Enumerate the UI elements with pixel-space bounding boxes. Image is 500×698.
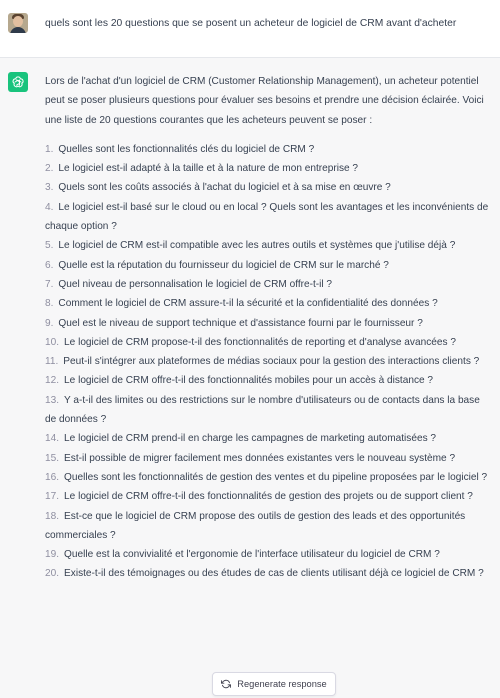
question-list-item (45, 429, 490, 448)
question-text: Le logiciel de CRM prend-il en charge les campagnes de marketing automatisées ? (64, 433, 437, 445)
question-number: 9. (45, 317, 54, 329)
question-text: Le logiciel de CRM propose-t-il des fonctionnalités de reporting et d'analyse avancées ? (64, 336, 456, 348)
question-list-item (45, 198, 490, 237)
question-text: Quelles sont les fonctionnalités clés du logiciel de CRM ? (58, 143, 315, 155)
question-number: 2. (45, 163, 54, 175)
question-text: Le logiciel de CRM offre-t-il des fonctionnalités mobiles pour un accès à distance ? (64, 375, 434, 387)
question-number: 20. (45, 568, 60, 580)
regenerate-response-button[interactable] (212, 672, 336, 696)
user-avatar (8, 13, 28, 33)
question-list-item (45, 314, 490, 333)
question-list-item (45, 468, 490, 487)
question-number: 6. (45, 259, 54, 271)
question-text: Le logiciel de CRM est-il compatible avec les autres outils et systèmes que j'utilise déjà ? (58, 240, 456, 252)
question-number: 17. (45, 491, 60, 503)
question-list-item (45, 256, 490, 275)
question-list-item (45, 159, 490, 178)
question-text: Le logiciel est-il adapté à la taille et à la nature de mon entreprise ? (58, 163, 359, 175)
question-list-item (45, 487, 490, 506)
refresh-icon (221, 679, 231, 689)
openai-logo-icon (8, 72, 28, 92)
question-number: 1. (45, 143, 54, 155)
question-number: 7. (45, 278, 54, 290)
question-number: 14. (45, 433, 60, 445)
question-text: Quels sont les coûts associés à l'achat du logiciel et à sa mise en œuvre ? (58, 182, 391, 194)
question-number: 13. (45, 394, 60, 406)
question-list-item (45, 545, 490, 564)
question-list-item (45, 371, 490, 390)
regenerate-button-label: Regenerate response (237, 679, 327, 689)
questions-list (45, 140, 490, 584)
question-number: 5. (45, 240, 54, 252)
question-number: 16. (45, 471, 60, 483)
question-list-item (45, 564, 490, 583)
question-text: Comment le logiciel de CRM assure-t-il la sécurité et la confidentialité des données ? (58, 298, 438, 310)
question-number: 11. (45, 356, 59, 368)
question-number: 4. (45, 201, 54, 213)
question-text: Y a-t-il des limites ou des restrictions sur le nombre d'utilisateurs ou de contacts dans la base de données ? (45, 394, 480, 426)
question-list-item (45, 449, 490, 468)
question-text: Le logiciel est-il basé sur le cloud ou en local ? Quels sont les avantages et les inconvénients de chaque option ? (45, 201, 489, 233)
question-list-item (45, 507, 490, 546)
question-number: 10. (45, 336, 60, 348)
question-number: 12. (45, 375, 60, 387)
question-text: Le logiciel de CRM offre-t-il des fonctionnalités de gestion des projets ou de support client ? (64, 491, 473, 503)
question-number: 19. (45, 549, 60, 561)
question-text: Quelle est la convivialité et l'ergonomie de l'interface utilisateur du logiciel de CRM ? (64, 549, 440, 561)
assistant-message-content (45, 72, 490, 584)
question-number: 18. (45, 510, 60, 522)
question-text: Est-ce que le logiciel de CRM propose des outils de gestion des leads et des opportunités commerciales ? (45, 510, 466, 541)
question-text: Quel niveau de personnalisation le logiciel de CRM offre-t-il ? (58, 278, 333, 290)
question-list-item (45, 140, 490, 159)
question-list-item (45, 178, 490, 197)
question-text: Quelles sont les fonctionnalités de gestion des ventes et du pipeline proposées par le logiciel ? (64, 471, 488, 483)
question-list-item (45, 236, 490, 255)
assistant-intro-paragraph: Lors de l'achat d'un logiciel de CRM (Customer Relationship Management), un acheteur potentiel peut se poser plusieurs questions pour évaluer ses besoins et prendre une décision éclairée. Voici une liste de 20 questions courantes que les acheteurs peuvent se poser : (45, 76, 484, 126)
assistant-message-row (0, 58, 500, 584)
question-text: Est-il possible de migrer facilement mes données existantes vers le nouveau système ? (64, 452, 456, 464)
question-list-item (45, 275, 490, 294)
question-list-item (45, 391, 490, 430)
question-list-item (45, 352, 490, 371)
question-text: Existe-t-il des témoignages ou des études de cas de clients utilisant déjà ce logiciel de CRM ? (64, 568, 484, 580)
question-number: 15. (45, 452, 60, 464)
question-number: 8. (45, 298, 54, 310)
user-message-row (0, 0, 500, 58)
question-text: Quelle est la réputation du fournisseur du logiciel de CRM sur le marché ? (58, 259, 389, 271)
question-text: Quel est le niveau de support technique et d'assistance fourni par le fournisseur ? (58, 317, 423, 329)
question-text: Peut-il s'intégrer aux plateformes de médias sociaux pour la gestion des interactions clients ? (63, 356, 480, 368)
question-list-item (45, 294, 490, 313)
question-number: 3. (45, 182, 54, 194)
question-list-item (45, 333, 490, 352)
user-message-text: quels sont les 20 questions que se posent un acheteur de logiciel de CRM avant d'acheter (45, 18, 457, 29)
